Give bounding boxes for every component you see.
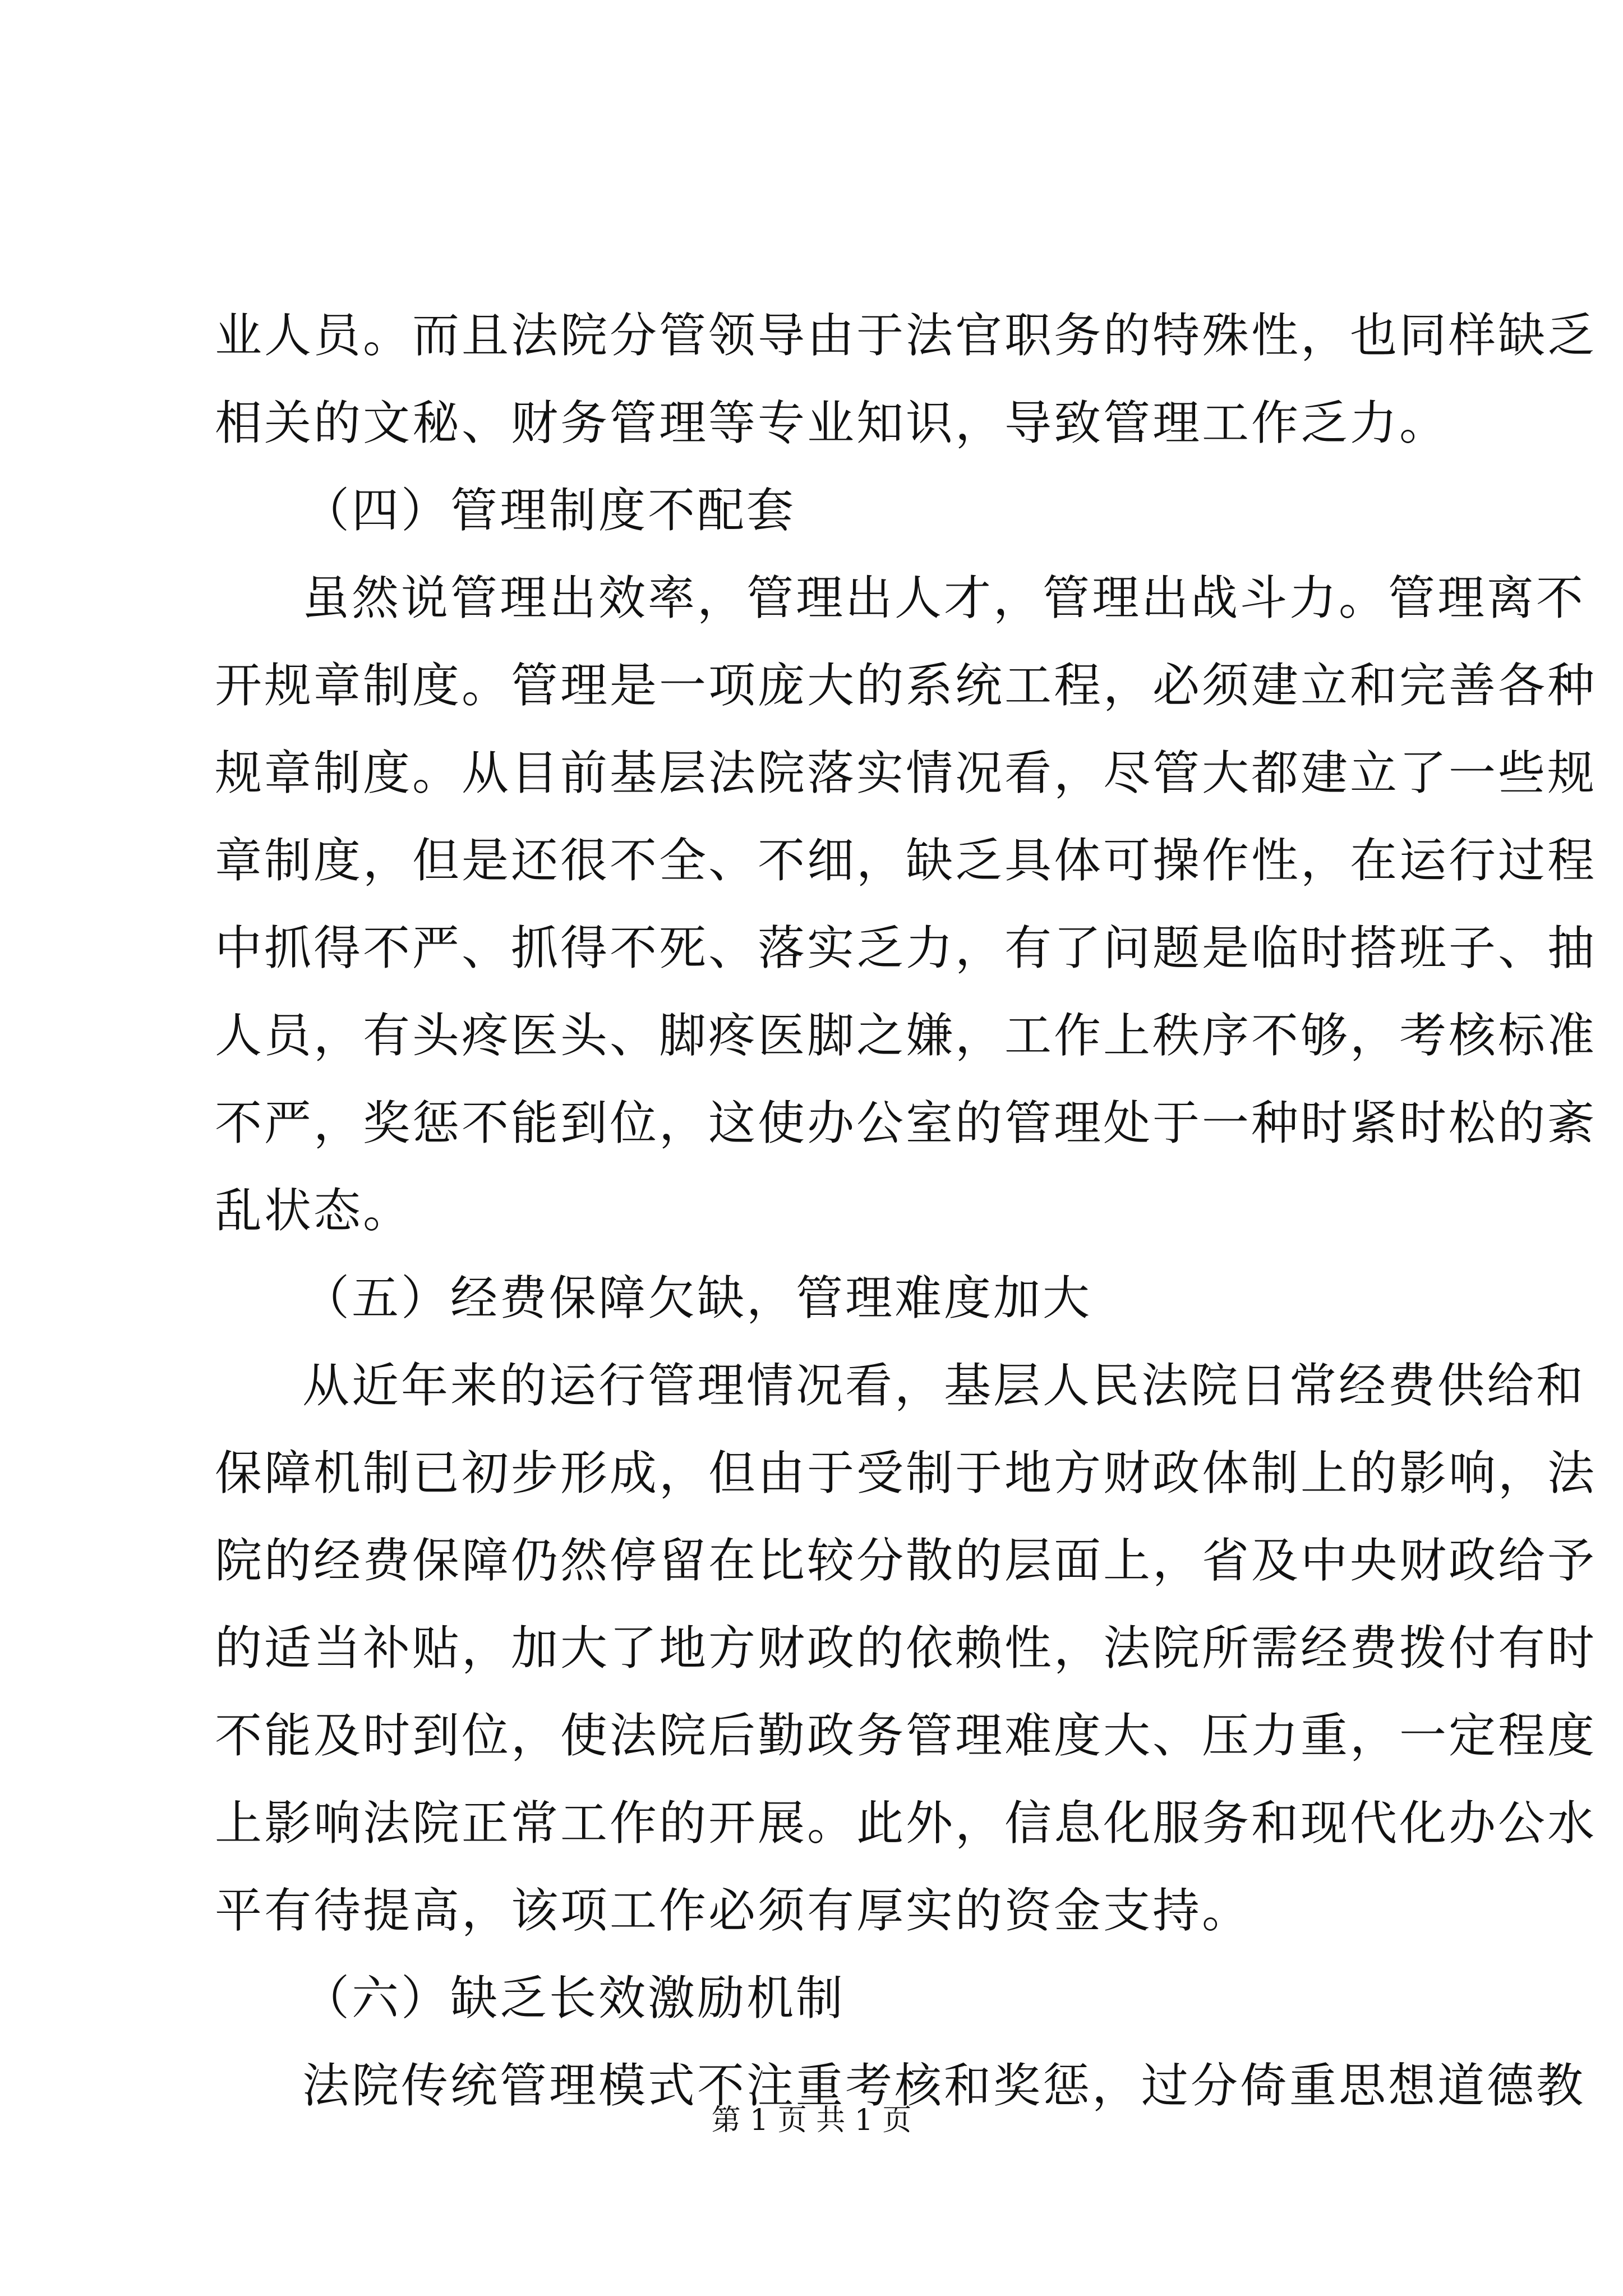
text-line: 中抓得不严、抓得不死、落实乏力，有了问题是临时搭班子、抽 — [215, 921, 1597, 976]
text-line: 人员，有头疼医头、脚疼医脚之嫌，工作上秩序不够，考核标准 — [215, 1008, 1597, 1063]
section-heading-5: （五）经费保障欠缺，管理难度加大 — [302, 1271, 1092, 1326]
paragraph-first-line: 法院传统管理模式不注重考核和奖惩，过分倚重思想道德教 — [302, 2058, 1586, 2113]
paragraph-first-line: 从近年来的运行管理情况看，基层人民法院日常经费供给和 — [302, 1358, 1586, 1413]
text-line: 院的经费保障仍然停留在比较分散的层面上，省及中央财政给予 — [215, 1533, 1597, 1588]
page-number-label: 第 1 页 共 1 页 — [711, 2104, 912, 2137]
section-heading-4: （四）管理制度不配套 — [302, 483, 796, 538]
text-line: 保障机制已初步形成，但由于受制于地方财政体制上的影响，法 — [215, 1446, 1597, 1501]
page-footer — [0, 2101, 1623, 2140]
text-line: 平有待提高，该项工作必须有厚实的资金支持。 — [215, 1883, 1252, 1938]
document-body — [215, 292, 1597, 2129]
text-line: 的适当补贴，加大了地方财政的依赖性，法院所需经费拨付有时 — [215, 1621, 1597, 1676]
section-heading-6: （六）缺乏长效激励机制 — [302, 1971, 846, 2026]
text-line: 上影响法院正常工作的开展。此外，信息化服务和现代化办公水 — [215, 1796, 1597, 1851]
paragraph-first-line: 虽然说管理出效率，管理出人才，管理出战斗力。管理离不 — [302, 570, 1586, 625]
text-line: 相关的文秘、财务管理等专业知识，导致管理工作乏力。 — [215, 395, 1449, 450]
text-line: 开规章制度。管理是一项庞大的系统工程，必须建立和完善各种 — [215, 658, 1597, 713]
text-line: 不能及时到位，使法院后勤政务管理难度大、压力重，一定程度 — [215, 1708, 1597, 1763]
text-line: 乱状态。 — [215, 1183, 413, 1238]
text-line: 章制度，但是还很不全、不细，缺乏具体可操作性，在运行过程 — [215, 833, 1597, 888]
text-line: 规章制度。从目前基层法院落实情况看，尽管大都建立了一些规 — [215, 746, 1597, 800]
text-line: 不严，奖惩不能到位，这使办公室的管理处于一种时紧时松的紊 — [215, 1096, 1597, 1151]
text-line: 业人员。而且法院分管领导由于法官职务的特殊性，也同样缺乏 — [215, 308, 1597, 363]
